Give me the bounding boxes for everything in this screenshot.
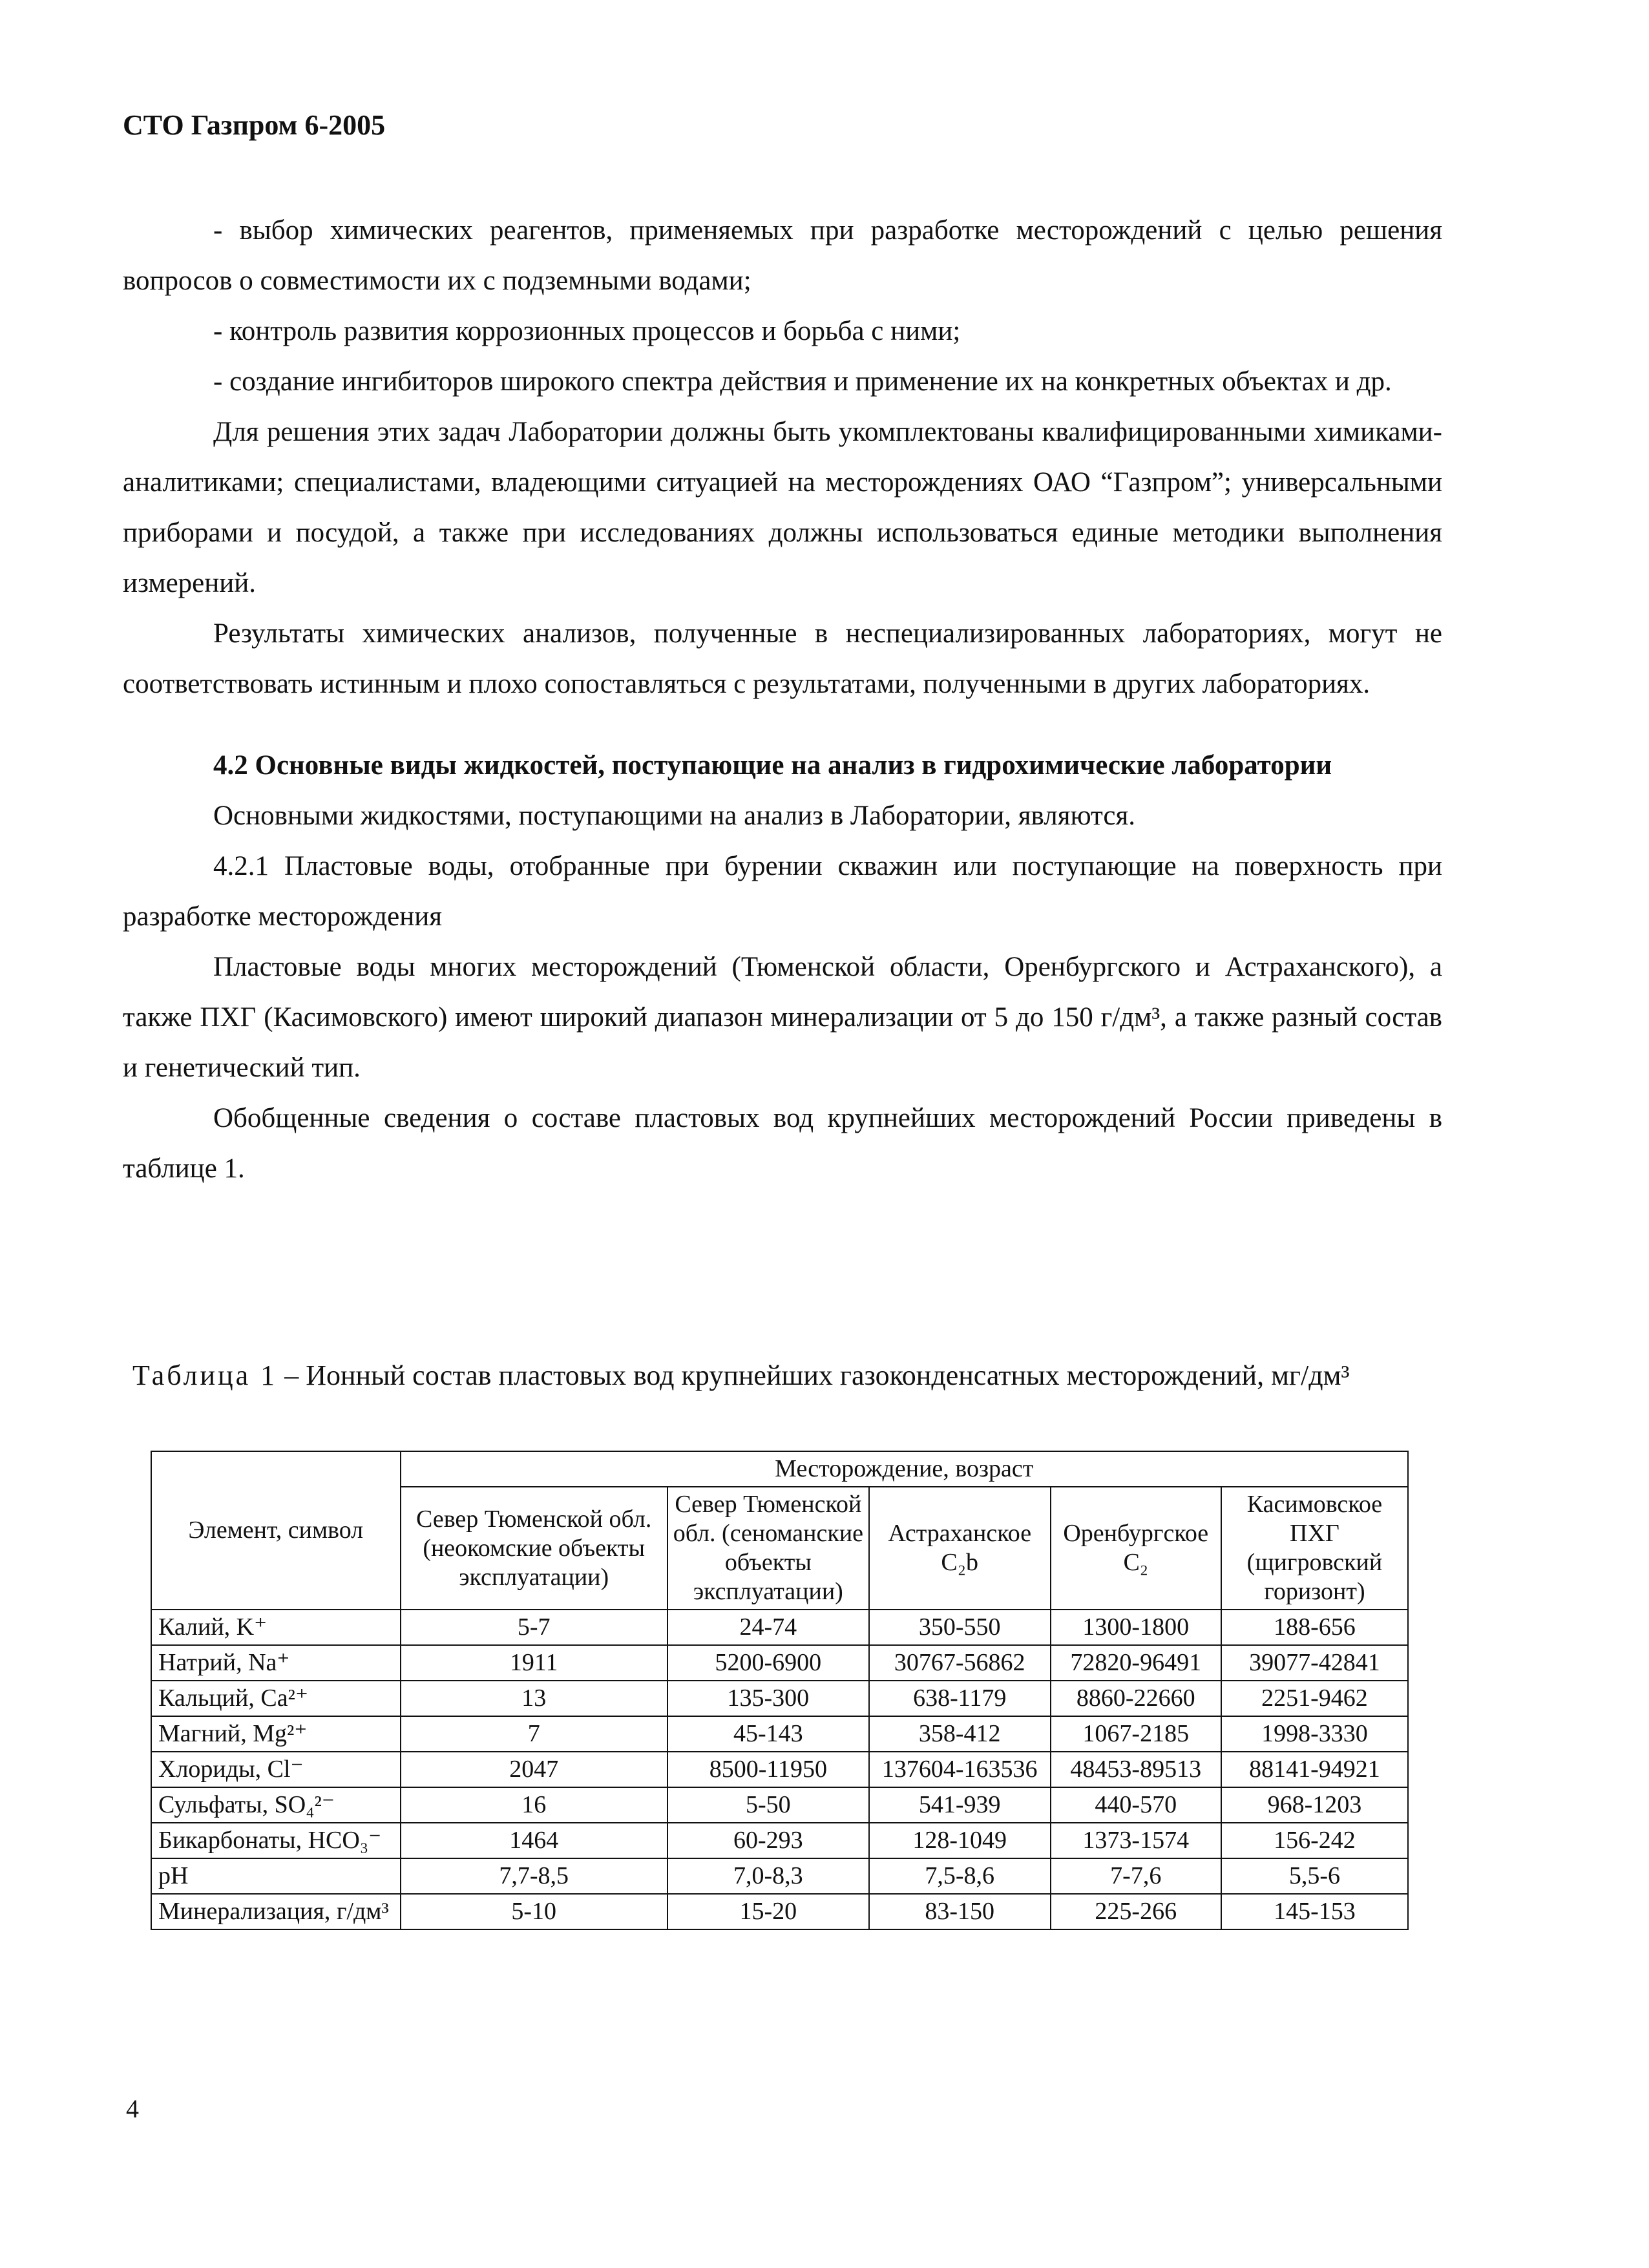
value-cell: 137604-163536 <box>869 1752 1051 1787</box>
page-number: 4 <box>126 2094 139 2123</box>
table-row <box>151 1858 1408 1894</box>
value-cell: 5200-6900 <box>667 1645 869 1681</box>
value-cell: 1067-2185 <box>1051 1716 1221 1752</box>
value-cell: 7,5-8,6 <box>869 1858 1051 1894</box>
element-cell: Кальций, Ca²⁺ <box>151 1681 401 1716</box>
section-heading: 4.2 Основные виды жидкостей, поступающие на анализ в гидрохимические лаборатории <box>213 750 1332 781</box>
paragraph-laboratory-staffing: Для решения этих задач Лаборатории должны быть укомплектованы квалифицированными химиками-аналитиками; специалистами, владеющими ситуацией на месторождениях ОАО “Газпром”; универсальными приборами и посудой, а также при исследованиях должны использоваться единые методики выполнения измерений. <box>123 417 1442 598</box>
column-header: Касимовское ПХГ (щигровский горизонт) <box>1221 1487 1408 1610</box>
element-cell: Натрий, Na⁺ <box>151 1645 401 1681</box>
value-cell: 145-153 <box>1221 1894 1408 1929</box>
value-cell: 5,5-6 <box>1221 1858 1408 1894</box>
value-cell: 88141-94921 <box>1221 1752 1408 1787</box>
value-cell: 7,0-8,3 <box>667 1858 869 1894</box>
value-cell: 48453-89513 <box>1051 1752 1221 1787</box>
value-cell: 13 <box>401 1681 667 1716</box>
value-cell: 1911 <box>401 1645 667 1681</box>
table-row <box>151 1645 1408 1681</box>
value-cell: 225-266 <box>1051 1894 1221 1929</box>
table-row <box>151 1610 1408 1645</box>
element-cell: Минерализация, г/дм³ <box>151 1894 401 1929</box>
table-row <box>151 1681 1408 1716</box>
value-cell: 7,7-8,5 <box>401 1858 667 1894</box>
table-row <box>151 1716 1408 1752</box>
table-row <box>151 1894 1408 1929</box>
paragraph-inhibitors: - создание ингибиторов широкого спектра действия и применение их на конкретных объектах и др. <box>213 366 1392 397</box>
deposit-group-header: Месторождение, возраст <box>401 1451 1409 1487</box>
value-cell: 968-1203 <box>1221 1787 1408 1823</box>
value-cell: 440-570 <box>1051 1787 1221 1823</box>
value-cell: 16 <box>401 1787 667 1823</box>
value-cell: 60-293 <box>667 1823 869 1858</box>
table-row <box>151 1752 1408 1787</box>
value-cell: 188-656 <box>1221 1610 1408 1645</box>
value-cell: 638-1179 <box>869 1681 1051 1716</box>
value-cell: 83-150 <box>869 1894 1051 1929</box>
value-cell: 1373-1574 <box>1051 1823 1221 1858</box>
value-cell: 1300-1800 <box>1051 1610 1221 1645</box>
ion-composition-table <box>151 1451 1409 1930</box>
value-cell: 5-7 <box>401 1610 667 1645</box>
column-header: Север Тюменской обл. (сеноманские объекты эксплуатации) <box>667 1487 869 1610</box>
value-cell: 541-939 <box>869 1787 1051 1823</box>
value-cell: 5-50 <box>667 1787 869 1823</box>
value-cell: 8500-11950 <box>667 1752 869 1787</box>
table-header-row <box>151 1451 1408 1487</box>
element-header: Элемент, символ <box>151 1451 401 1610</box>
table-row <box>151 1823 1408 1858</box>
paragraph-reagents: - выбор химических реагентов, применяемых при разработке месторождений с целью решения вопросов о совместимости их с подземными водами; <box>123 215 1442 296</box>
value-cell: 1998-3330 <box>1221 1716 1408 1752</box>
value-cell: 24-74 <box>667 1610 869 1645</box>
document-header: СТО Газпром 6-2005 <box>123 109 386 141</box>
subsection-heading: 4.2.1 Пластовые воды, отобранные при бурении скважин или поступающие на поверхность при разработке месторождения <box>123 851 1442 932</box>
value-cell: 2251-9462 <box>1221 1681 1408 1716</box>
value-cell: 156-242 <box>1221 1823 1408 1858</box>
paragraph-mineralization: Пластовые воды многих месторождений (Тюменской области, Оренбургского и Астраханского), а также ПХГ (Касимовского) имеют широкий диапазон минерализации от 5 до 150 г/дм³, а также разный состав и генетический тип. <box>123 952 1442 1083</box>
value-cell: 7-7,6 <box>1051 1858 1221 1894</box>
paragraph-corrosion: - контроль развития коррозионных процессов и борьба с ними; <box>213 316 961 346</box>
column-header: Астраханское C₂b <box>869 1487 1051 1610</box>
value-cell: 350-550 <box>869 1610 1051 1645</box>
element-cell: Бикарбонаты, HCO₃⁻ <box>151 1823 401 1858</box>
table-caption <box>132 1356 1441 1396</box>
value-cell: 1464 <box>401 1823 667 1858</box>
table-row <box>151 1787 1408 1823</box>
body-text <box>123 205 1442 1194</box>
value-cell: 5-10 <box>401 1894 667 1929</box>
value-cell: 39077-42841 <box>1221 1645 1408 1681</box>
value-cell: 2047 <box>401 1752 667 1787</box>
value-cell: 72820-96491 <box>1051 1645 1221 1681</box>
paragraph-analysis-results: Результаты химических анализов, полученные в неспециализированных лабораториях, могут не соответствовать истинным и плохо сопоставляться с результатами, полученными в других лабораториях. <box>123 618 1442 699</box>
element-cell: pH <box>151 1858 401 1894</box>
element-cell: Хлориды, Cl⁻ <box>151 1752 401 1787</box>
element-cell: Сульфаты, SO₄²⁻ <box>151 1787 401 1823</box>
value-cell: 45-143 <box>667 1716 869 1752</box>
value-cell: 30767-56862 <box>869 1645 1051 1681</box>
value-cell: 8860-22660 <box>1051 1681 1221 1716</box>
paragraph-table-reference: Обобщенные сведения о составе пластовых вод крупнейших месторождений России приведены в таблице 1. <box>123 1103 1442 1184</box>
column-header: Север Тюменской обл. (неокомские объекты эксплуатации) <box>401 1487 667 1610</box>
value-cell: 15-20 <box>667 1894 869 1929</box>
element-cell: Калий, K⁺ <box>151 1610 401 1645</box>
table-caption-label: Таблица 1 <box>132 1360 278 1391</box>
section-intro: Основными жидкостями, поступающими на анализ в Лаборатории, являются. <box>213 801 1135 831</box>
element-cell: Магний, Mg²⁺ <box>151 1716 401 1752</box>
column-header: Оренбургское C₂ <box>1051 1487 1221 1610</box>
value-cell: 135-300 <box>667 1681 869 1716</box>
value-cell: 7 <box>401 1716 667 1752</box>
value-cell: 358-412 <box>869 1716 1051 1752</box>
table-caption-text: – Ионный состав пластовых вод крупнейших газоконденсатных месторождений, мг/дм³ <box>277 1360 1350 1391</box>
value-cell: 128-1049 <box>869 1823 1051 1858</box>
